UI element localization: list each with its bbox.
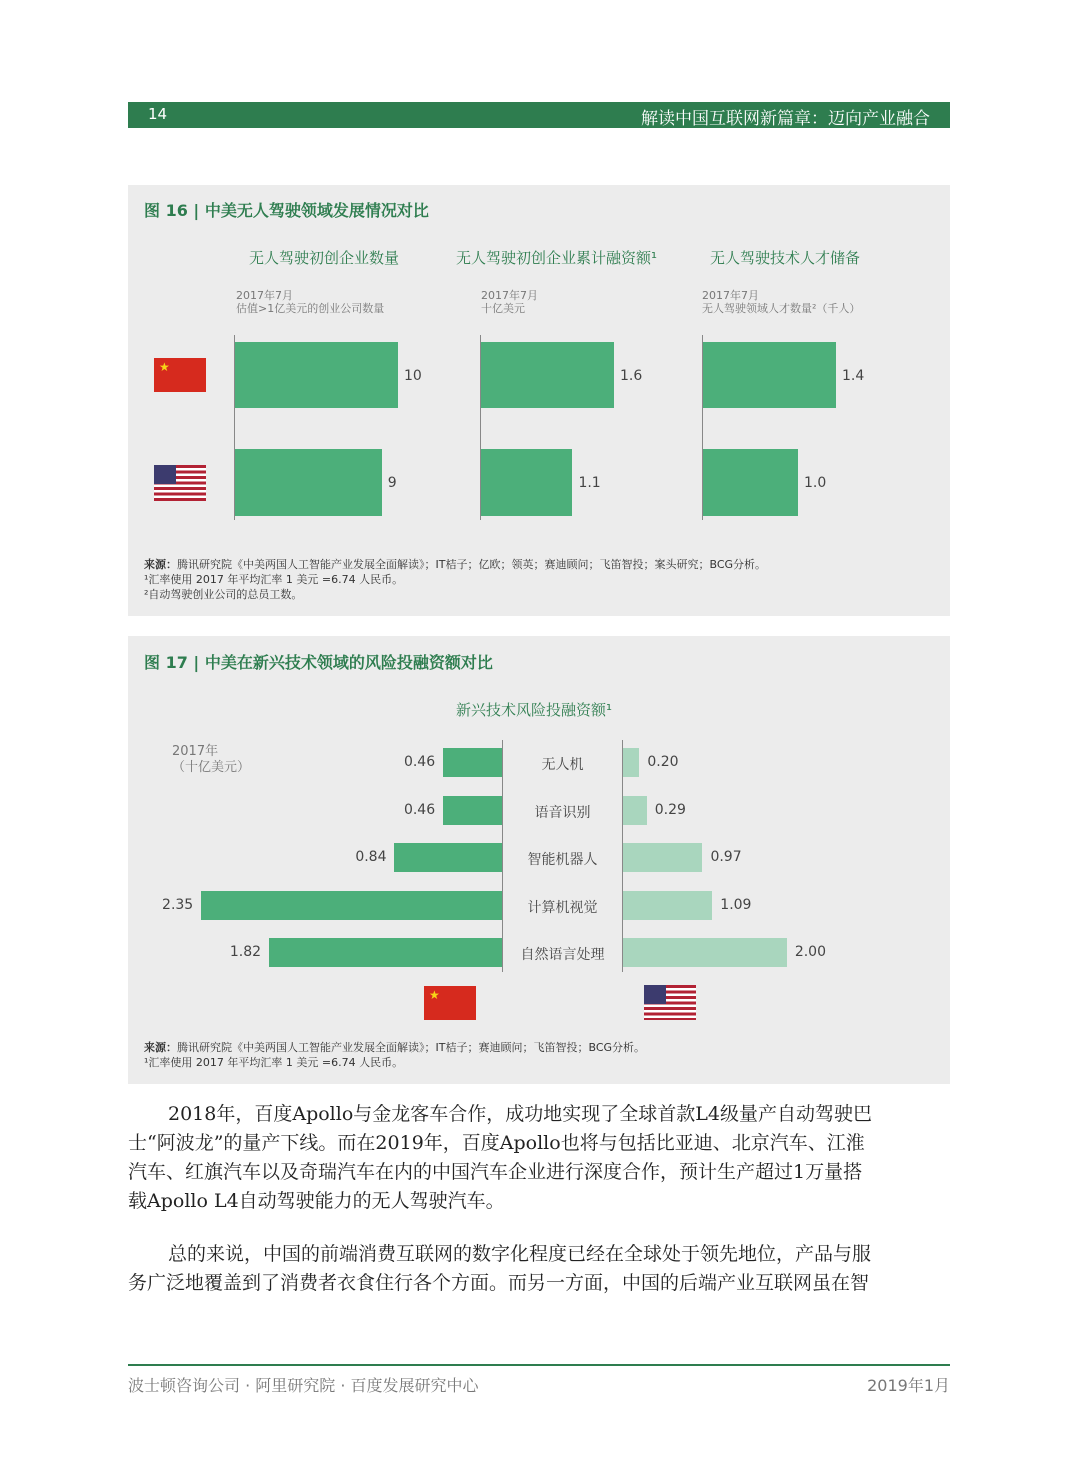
panel2-china-value: 1.6 — [620, 368, 643, 384]
figure17-source-text: 腾讯研究院《中美两国人工智能产业发展全面解读》；IT桔子；赛迪顾问；飞笛智投；BCG分析。 — [177, 1041, 646, 1054]
panel3-subtitle-unit: 无人驾驶领域人才数量²（千人） — [702, 302, 861, 315]
panel1-us-value: 9 — [387, 475, 397, 491]
panel2-us-bar — [481, 449, 572, 516]
china-value-label: 0.46 — [403, 754, 436, 770]
figure17-source — [144, 1040, 645, 1055]
figure17-title: 图 17 | 中美在新兴技术领域的风险投融资额对比 — [144, 653, 493, 672]
us-bar — [623, 843, 702, 872]
panel1-us-bar — [235, 449, 382, 516]
us-value-label: 0.29 — [654, 802, 686, 818]
figure16-title: 图 16 | 中美无人驾驶领域发展情况对比 — [144, 201, 429, 220]
paragraph-2-line: 总的来说，中国的前端消费互联网的数字化程度已经在全球处于领先地位，产品与服 — [168, 1243, 872, 1265]
panel2-subtitle-date: 2017年7月 — [481, 289, 538, 302]
us-value-label: 0.97 — [710, 849, 742, 865]
paragraph-1-line: 2018年，百度Apollo与金龙客车合作，成功地实现了全球首款L4级量产自动驾驶巴 — [168, 1103, 872, 1125]
flag-star-icon: ★ — [159, 360, 170, 374]
figure16-panel — [128, 185, 950, 616]
panel1-title: 无人驾驶初创企业数量 — [249, 249, 400, 267]
footer-date: 2019年1月 — [867, 1376, 950, 1395]
paragraph-2 — [128, 1240, 950, 1298]
category-label: 无人机 — [541, 757, 584, 773]
figure17-chart-title: 新兴技术风险投融资额¹ — [456, 701, 613, 719]
panel1-subtitle-date: 2017年7月 — [236, 289, 293, 302]
category-label: 智能机器人 — [527, 852, 598, 868]
panel3-title: 无人驾驶技术人才储备 — [710, 249, 861, 267]
footer-organizations: 波士顿咨询公司 · 阿里研究院 · 百度发展研究中心 — [128, 1376, 479, 1395]
us-value-label: 2.00 — [794, 944, 826, 960]
paragraph-1-line: 士“阿波龙”的量产下线。而在2019年，百度Apollo也将与包括比亚迪、北京汽车、江淮 — [128, 1132, 865, 1154]
figure17-unit-label: （十亿美元） — [172, 760, 251, 775]
china-bar — [443, 748, 502, 777]
china-value-label: 0.84 — [355, 849, 387, 865]
page-number: 14 — [148, 105, 168, 123]
panel2-subtitle-unit: 十亿美元 — [481, 302, 525, 315]
category-label: 语音识别 — [534, 805, 591, 821]
us-bar — [623, 938, 787, 967]
us-value-label: 1.09 — [720, 897, 752, 913]
paragraph-2-line: 务广泛地覆盖到了消费者衣食住行各个方面。而另一方面，中国的后端产业互联网虽在智 — [128, 1272, 870, 1294]
us-value-label: 0.20 — [647, 754, 679, 770]
us-flag — [644, 985, 696, 1020]
footer-divider — [128, 1364, 950, 1366]
china-flag — [154, 358, 206, 392]
figure16-note2: ²自动驾驶创业公司的总员工数。 — [144, 588, 303, 601]
china-bar — [443, 796, 502, 825]
figure16-source-label: 来源： — [144, 558, 177, 571]
panel3-us-value: 1.0 — [804, 475, 827, 491]
paragraph-1-line: 汽车、红旗汽车以及奇瑞汽车在内的中国汽车企业进行深度合作，预计生产超过1万量搭 — [128, 1161, 863, 1183]
china-value-label: 0.46 — [403, 802, 436, 818]
paragraph-1 — [128, 1100, 950, 1216]
figure16-source-text: 腾讯研究院《中美两国人工智能产业发展全面解读》；IT桔子；亿欧；领英；赛迪顾问；飞笛智投；案头研究；BCG分析。 — [177, 558, 767, 571]
panel1-subtitle-unit: 估值>1亿美元的创业公司数量 — [236, 302, 385, 315]
figure17-panel — [128, 636, 950, 1084]
figure16-source — [144, 557, 766, 572]
figure16-note1: ¹汇率使用 2017 年平均汇率 1 美元 =6.74 人民币。 — [144, 573, 404, 586]
panel3-subtitle-date: 2017年7月 — [702, 289, 759, 302]
china-bar — [201, 891, 502, 920]
us-flag — [154, 465, 206, 501]
panel3-china-bar — [703, 342, 836, 408]
us-bar — [623, 748, 639, 777]
header-title: 解读中国互联网新篇章：迈向产业融合 — [641, 109, 930, 129]
category-label: 自然语言处理 — [520, 947, 605, 963]
category-label: 计算机视觉 — [527, 900, 598, 916]
panel2-china-bar — [481, 342, 614, 408]
china-flag — [424, 986, 476, 1020]
panel1-china-value: 10 — [404, 368, 422, 384]
us-bar — [623, 891, 712, 920]
panel3-china-value: 1.4 — [842, 368, 865, 384]
figure17-unit-year: 2017年 — [172, 744, 219, 759]
china-value-label: 1.82 — [229, 944, 262, 960]
china-value-label: 2.35 — [162, 897, 194, 913]
flag-star-icon: ★ — [429, 988, 440, 1002]
panel3-us-bar — [703, 449, 798, 516]
china-bar — [269, 938, 502, 967]
figure17-note1: ¹汇率使用 2017 年平均汇率 1 美元 =6.74 人民币。 — [144, 1056, 404, 1069]
figure17-source-label: 来源： — [144, 1041, 177, 1054]
paragraph-1-line: 载Apollo L4自动驾驶能力的无人驾驶汽车。 — [128, 1190, 505, 1212]
china-bar — [394, 843, 502, 872]
panel1-china-bar — [235, 342, 398, 408]
panel2-us-value: 1.1 — [578, 475, 601, 491]
page-header — [128, 102, 950, 128]
panel2-title: 无人驾驶初创企业累计融资额¹ — [456, 249, 658, 267]
us-bar — [623, 796, 647, 825]
